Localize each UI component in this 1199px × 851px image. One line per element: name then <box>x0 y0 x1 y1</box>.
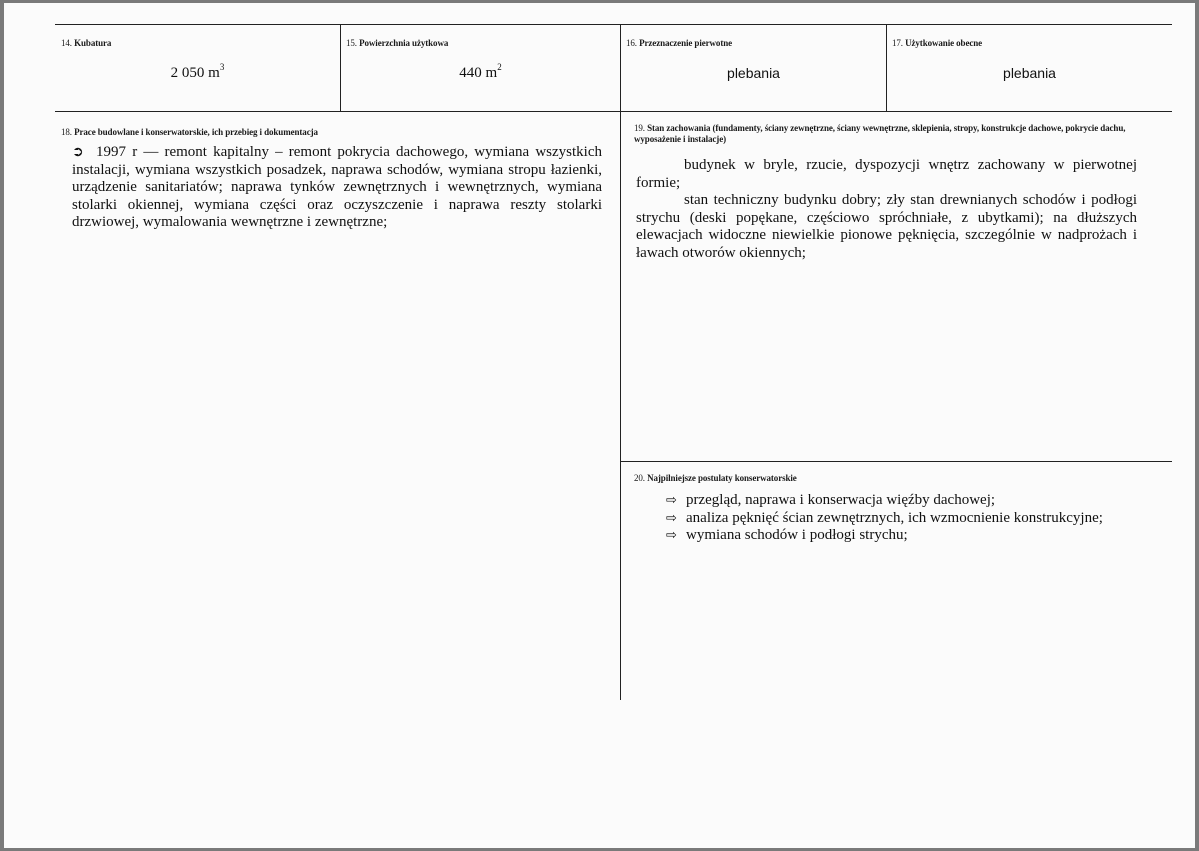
stan-zachowania-label: 19. Stan zachowania (fundamenty, ściany zewnętrzne, ściany wewnętrzne, sklepienia, stropy, konstrukcje dachowe, pokrycie dachu, wyposażenie i instalacje) <box>634 123 1126 144</box>
outline-right-arrow-icon: ⇨ <box>666 510 677 526</box>
stan-zachowania-para-1: budynek w bryle, rzucie, dyspozycji wnętrz zachowany w pierwotnej formie; <box>636 157 1137 191</box>
outline-right-arrow-icon: ⇨ <box>666 528 677 543</box>
powierzchnia-label: 15. Powierzchnia użytkowa <box>346 38 449 48</box>
list-item: ⇨ wymiana schodów i podłogi strychu; <box>666 527 908 543</box>
row-divider-line <box>55 111 1172 112</box>
outline-right-arrow-icon: ⇨ <box>666 493 677 508</box>
przeznaczenie-value: plebania <box>727 65 780 81</box>
prace-budowlane-text: ➲ 1997 r — remont kapitalny – remont pokrycia dachowego, wymiana wszystkich instalacji, wymiana wszystkich posadzek, naprawa schodów, wymiana stropu łazienki, urządzenie sanitariatów; naprawa tynków zewnętrznych i wewnętrznych, wymiana stolarki okiennej, wymiana części oraz oczyszczenie i naprawa reszty stolarki drzwiowej, wymalowania wewnętrzne i zewnętrzne; <box>72 144 603 230</box>
list-item: ⇨ analiza pęknięć ścian zewnętrznych, ich wzmocnienie konstrukcyjne; <box>666 509 1103 526</box>
list-item: ⇨ przegląd, naprawa i konserwacja więźby dachowej; <box>666 492 996 508</box>
kubatura-label: 14. Kubatura <box>61 38 112 48</box>
przeznaczenie-label: 16. Przeznaczenie pierwotne <box>626 38 733 48</box>
prace-budowlane-label: 18. Prace budowlane i konserwatorskie, ich przebieg i dokumentacja <box>61 127 318 137</box>
form-sheet <box>4 3 1195 848</box>
uzytkowanie-label: 17. Użytkowanie obecne <box>892 38 983 48</box>
postulaty-list <box>666 492 1146 545</box>
postulaty-label: 20. Najpilniejsze postulaty konserwatorskie <box>634 473 797 483</box>
column-divider-2 <box>620 24 621 700</box>
top-border-line <box>55 24 1172 25</box>
stan-zachowania-para-2: stan techniczny budynku dobry; zły stan drewnianych schodów i podłogi strychu (deski popękane, częściowo spróchniałe, z ubytkami); na dłuższych elewacjach widoczne niewielkie pionowe pęknięcia, szczególnie w nadprożach i ławach otworów okiennych; <box>636 192 1137 261</box>
bold-right-arrow-icon: ➲ <box>72 144 84 160</box>
powierzchnia-value: 440 $m^2$ <box>459 62 502 81</box>
uzytkowanie-value: plebania <box>1003 65 1056 81</box>
section-19-20-divider-line <box>620 461 1172 462</box>
kubatura-value: 2 050 $m^3$ <box>170 62 225 81</box>
